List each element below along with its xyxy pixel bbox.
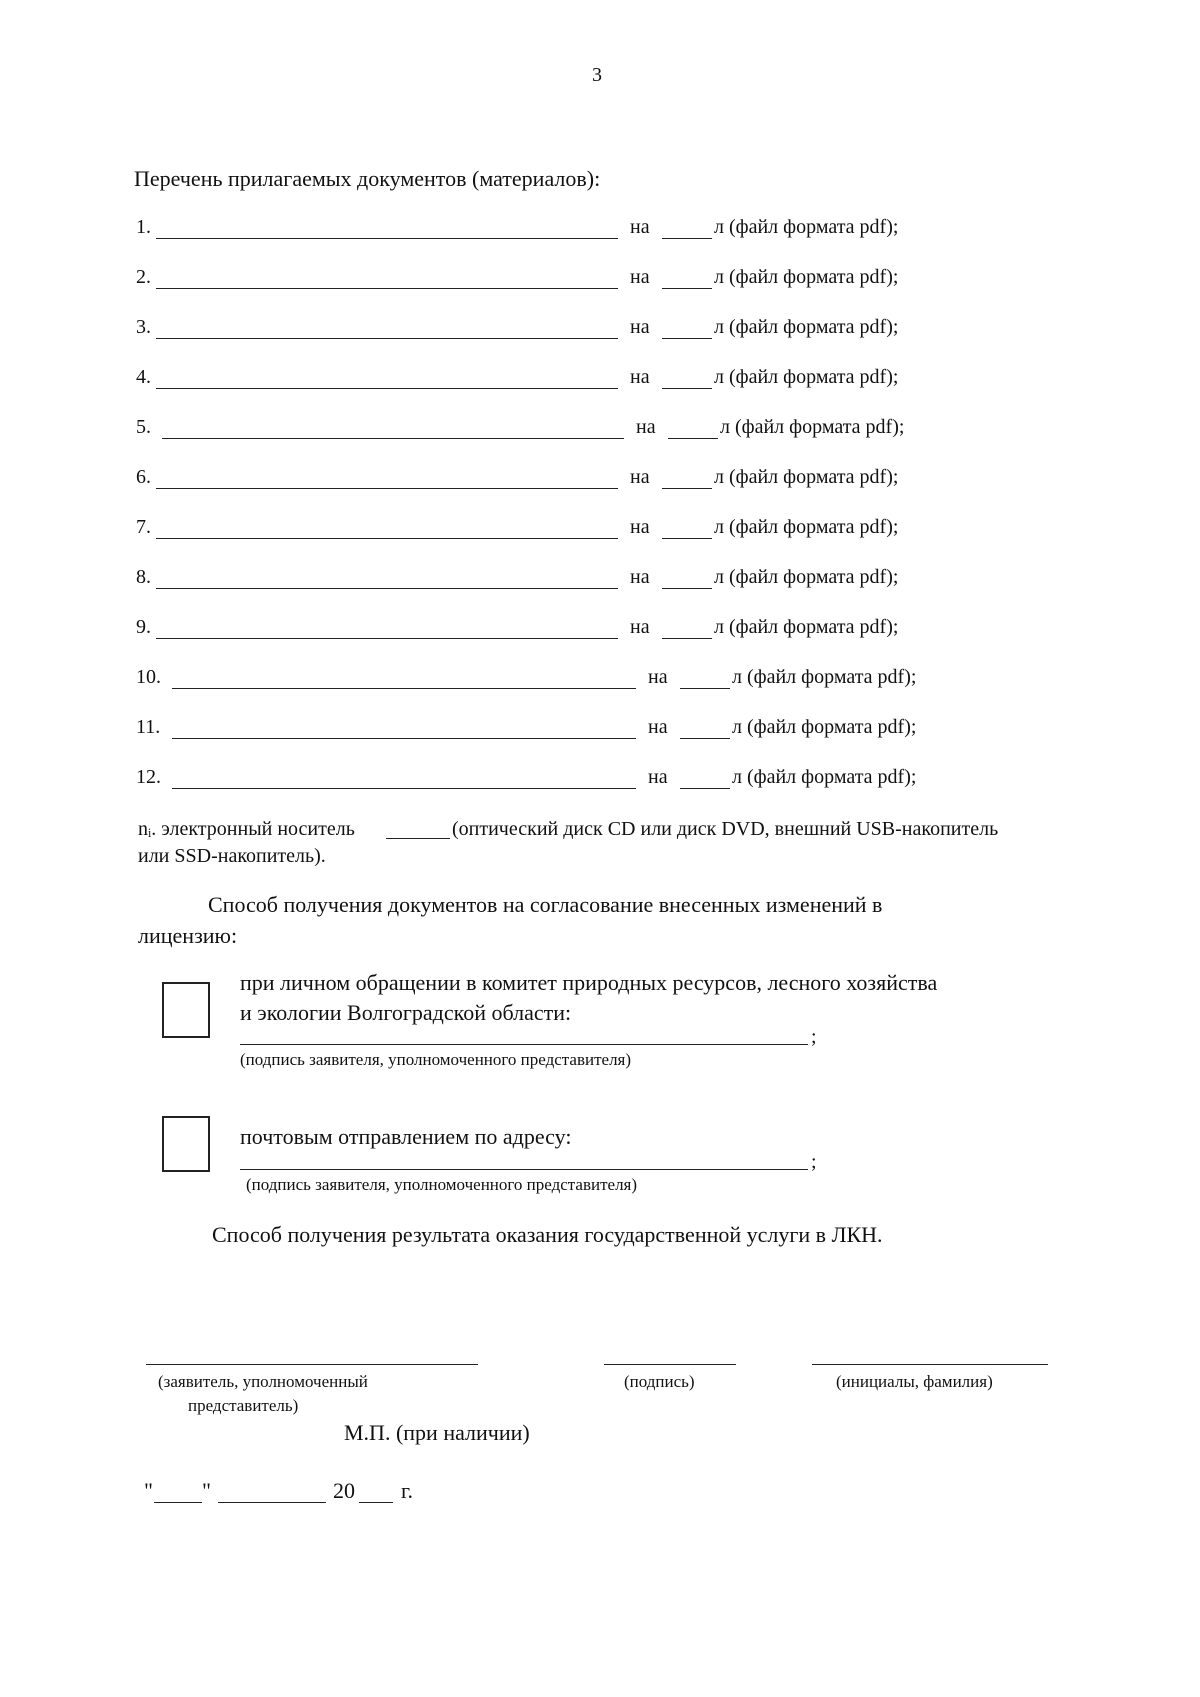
list-item-number: 12. (136, 766, 161, 788)
page-number: 3 (592, 64, 602, 86)
option-mail-checkbox[interactable] (162, 1116, 210, 1172)
na-label: на (630, 216, 650, 238)
sheet-count-field[interactable] (662, 288, 712, 289)
sheets-suffix: л (файл формата pdf); (732, 766, 917, 788)
date-day-field[interactable] (154, 1502, 202, 1503)
sheet-count-field[interactable] (662, 538, 712, 539)
date-quote-close: " (202, 1478, 211, 1503)
option-personal-end: ; (811, 1026, 817, 1048)
na-label: на (648, 666, 668, 688)
sheet-count-field[interactable] (668, 438, 718, 439)
list-item-number: 9. (136, 616, 151, 638)
name-label: (инициалы, фамилия) (836, 1372, 993, 1391)
sheets-suffix: л (файл формата pdf); (714, 316, 899, 338)
document-name-field[interactable] (156, 488, 618, 489)
document-name-field[interactable] (156, 388, 618, 389)
sheets-suffix: л (файл формата pdf); (714, 566, 899, 588)
na-label: на (636, 416, 656, 438)
sheets-suffix: л (файл формата pdf); (714, 466, 899, 488)
option-mail-caption: (подпись заявителя, уполномоченного представителя) (246, 1175, 638, 1194)
document-name-field[interactable] (156, 538, 618, 539)
document-name-field[interactable] (172, 788, 636, 789)
list-item-number: 5. (136, 416, 151, 438)
sheets-suffix: л (файл формата pdf); (714, 516, 899, 538)
document-name-field[interactable] (172, 738, 636, 739)
media-count-field[interactable] (386, 838, 450, 839)
date-quote-open: " (144, 1478, 153, 1503)
option-mail-signature-field[interactable] (240, 1169, 808, 1170)
sheet-count-field[interactable] (662, 488, 712, 489)
sheets-suffix: л (файл формата pdf); (714, 216, 899, 238)
na-label: на (630, 566, 650, 588)
na-label: на (630, 266, 650, 288)
seal-label: М.П. (при наличии) (344, 1420, 530, 1445)
media-line2: или SSD-накопитель). (138, 845, 326, 867)
sheet-count-field[interactable] (662, 388, 712, 389)
list-item-number: 4. (136, 366, 151, 388)
na-label: на (630, 316, 650, 338)
document-name-field[interactable] (156, 588, 618, 589)
document-name-field[interactable] (156, 638, 618, 639)
option-personal-signature-field[interactable] (240, 1044, 808, 1045)
applicant-label-line1: (заявитель, уполномоченный (158, 1372, 368, 1391)
option-personal-line1: при личном обращении в комитет природных ресурсов, лесного хозяйства (240, 970, 938, 995)
na-label: на (630, 616, 650, 638)
sheet-count-field[interactable] (662, 338, 712, 339)
media-suffix: (оптический диск CD или диск DVD, внешний USB-накопитель (452, 818, 999, 840)
list-item-number: 11. (136, 716, 161, 738)
date-year-field[interactable] (359, 1502, 393, 1503)
option-mail-line1: почтовым отправлением по адресу: (240, 1124, 572, 1149)
sheets-suffix: л (файл формата pdf); (720, 416, 905, 438)
document-name-field[interactable] (172, 688, 636, 689)
document-name-field[interactable] (156, 338, 618, 339)
option-personal-line2: и экологии Волгоградской области: (240, 1000, 572, 1025)
list-item-number: 2. (136, 266, 151, 288)
list-item-number: 6. (136, 466, 151, 488)
receive-method-line1: Способ получения документов на согласование внесенных изменений в (208, 892, 883, 917)
na-label: на (630, 366, 650, 388)
date-year-prefix: 20 (333, 1478, 355, 1503)
na-label: на (630, 466, 650, 488)
sheet-count-field[interactable] (680, 738, 730, 739)
receive-method-line2: лицензию: (138, 923, 238, 948)
sheet-count-field[interactable] (680, 788, 730, 789)
name-field[interactable] (812, 1364, 1048, 1365)
sheet-count-field[interactable] (662, 238, 712, 239)
sheets-suffix: л (файл формата pdf); (714, 366, 899, 388)
sheet-count-field[interactable] (662, 588, 712, 589)
list-item-number: 7. (136, 516, 151, 538)
document-name-field[interactable] (162, 438, 624, 439)
na-label: на (630, 516, 650, 538)
sheets-suffix: л (файл формата pdf); (714, 616, 899, 638)
option-personal-caption: (подпись заявителя, уполномоченного представителя) (240, 1050, 632, 1069)
option-personal-checkbox[interactable] (162, 982, 210, 1038)
date-year-suffix: г. (401, 1478, 414, 1503)
document-name-field[interactable] (156, 238, 618, 239)
signature-field[interactable] (604, 1364, 736, 1365)
list-item-number: 1. (136, 216, 151, 238)
list-item-number: 3. (136, 316, 151, 338)
sheet-count-field[interactable] (680, 688, 730, 689)
applicant-label-line2: представитель) (188, 1396, 299, 1415)
list-item-number: 8. (136, 566, 151, 588)
sheets-suffix: л (файл формата pdf); (732, 666, 917, 688)
sheets-suffix: л (файл формата pdf); (714, 266, 899, 288)
list-title: Перечень прилагаемых документов (материалов): (134, 166, 601, 191)
date-month-field[interactable] (218, 1502, 326, 1503)
na-label: на (648, 716, 668, 738)
media-prefix: nᵢ. электронный носитель (138, 818, 355, 840)
sheet-count-field[interactable] (662, 638, 712, 639)
applicant-field[interactable] (146, 1364, 478, 1365)
na-label: на (648, 766, 668, 788)
list-item-number: 10. (136, 666, 161, 688)
document-name-field[interactable] (156, 288, 618, 289)
sheets-suffix: л (файл формата pdf); (732, 716, 917, 738)
option-mail-end: ; (811, 1151, 817, 1173)
signature-label: (подпись) (624, 1372, 695, 1391)
result-method: Способ получения результата оказания государственной услуги в ЛКН. (212, 1222, 883, 1247)
